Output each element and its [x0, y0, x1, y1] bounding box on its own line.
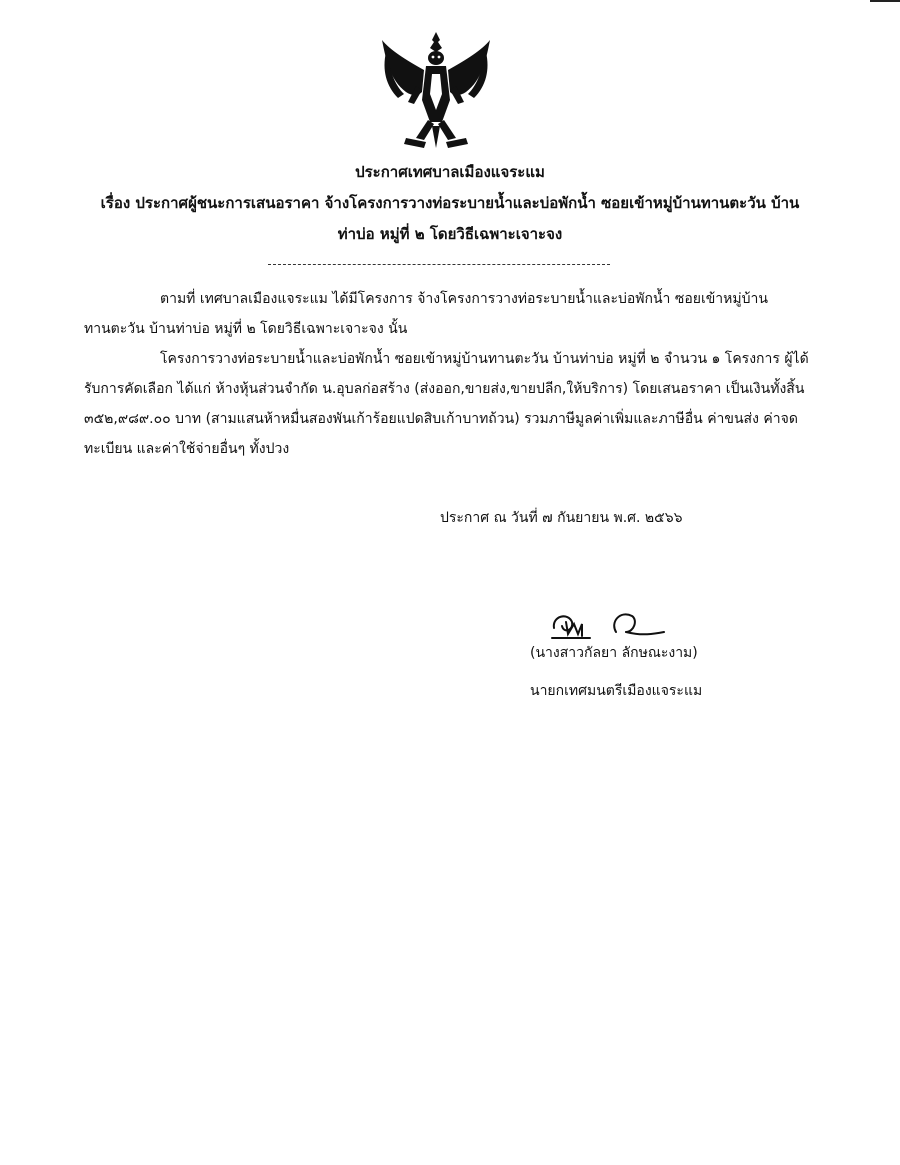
- header-divider: [268, 264, 610, 265]
- garuda-emblem-icon: [376, 30, 496, 152]
- body-paragraph-1: ตามที่ เทศบาลเมืองแจระแม ได้มีโครงการ จ้างโครงการวางท่อระบายน้ำและบ่อพักน้ำ ซอยเข้าหมู่บ้านทานตะวัน บ้านท่าบ่อ หมู่ที่ ๒ โดยวิธีเฉพาะเจาะจง นั้น: [84, 291, 768, 337]
- signer-name: (นางสาวกัลยา ลักษณะงาม): [530, 645, 698, 661]
- handwritten-signature: [546, 604, 666, 644]
- body-paragraph-2: โครงการวางท่อระบายน้ำและบ่อพักน้ำ ซอยเข้าหมู่บ้านทานตะวัน บ้านท่าบ่อ หมู่ที่ ๒ จำนวน ๑ โครงการ ผู้ได้รับการคัดเลือก ได้แก่ ห้างหุ้นส่วนจำกัด น.อุบลก่อสร้าง (ส่งออก,ขายส่ง,ขายปลีก,ให้บริการ) โดยเสนอราคา เป็นเงินทั้งสิ้น ๓๕๒,๙๘๙.๐๐ บาท (สามแสนห้าหมื่นสองพันเก้าร้อยแปดสิบเก้าบาทถ้วน) รวมภาษีมูลค่าเพิ่มและภาษีอื่น ค่าขนส่ง ค่าจดทะเบียน และค่าใช้จ่ายอื่นๆ ทั้งปวง: [84, 351, 809, 457]
- document-subject-continued: ท่าบ่อ หมู่ที่ ๒ โดยวิธีเฉพาะเจาะจง: [337, 225, 563, 243]
- document-subject: เรื่อง ประกาศผู้ชนะการเสนอราคา จ้างโครงการวางท่อระบายน้ำและบ่อพักน้ำ ซอยเข้าหมู่บ้านทานตะวัน บ้าน: [100, 194, 800, 212]
- signer-position: นายกเทศมนตรีเมืองแจระแม: [530, 683, 703, 699]
- document-heading: ประกาศเทศบาลเมืองแจระแม: [355, 163, 545, 181]
- scan-edge-mark: [870, 0, 900, 2]
- announcement-date: ประกาศ ณ วันที่ ๗ กันยายน พ.ศ. ๒๕๖๖: [440, 510, 683, 526]
